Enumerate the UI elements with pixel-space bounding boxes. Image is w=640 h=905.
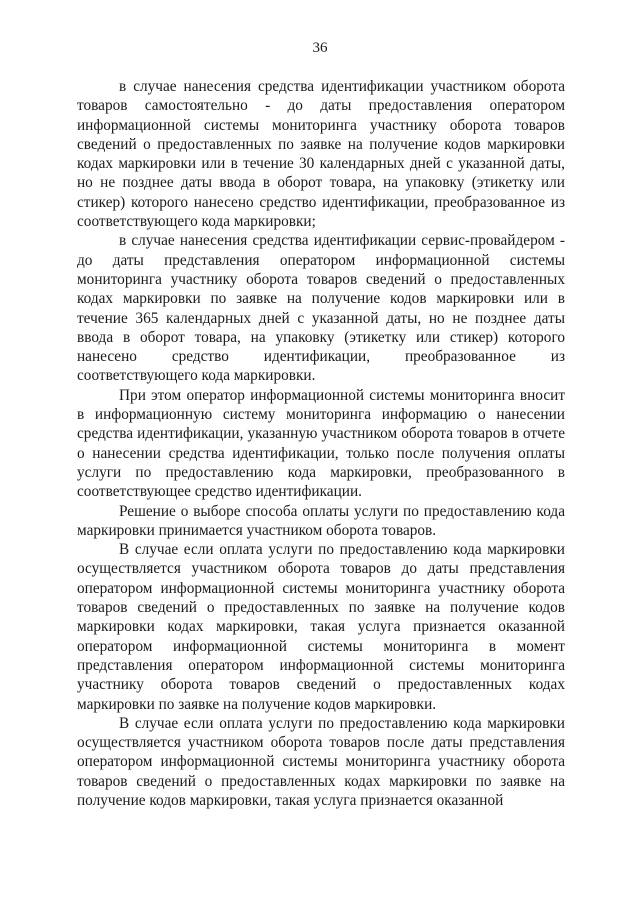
paragraph-6: В случае если оплата услуги по предоставлению кода маркировки осуществляется участником оборота товаров после даты представления оператором информационной системы мониторинга участнику оборота товаров сведений о предоставленных кодах маркировки по заявке на получение кодов маркировки, такая услуга признается оказанной: [77, 714, 565, 809]
body-text: [77, 77, 565, 810]
paragraph-4: Решение о выборе способа оплаты услуги по предоставлению кода маркировки принимается участником оборота товаров.: [77, 502, 565, 539]
paragraph-2: в случае нанесения средства идентификации сервис-провайдером - до даты представления оператором информационной системы мониторинга участнику оборота товаров сведений о предоставленных кодах маркировки по заявке на получение кодов маркировки или в течение 365 календарных дней с указанной даты, но не позднее даты ввода в оборот товара, на упаковку (этикетку или стикер) которого нанесено средство идентификации, преобразованное из соответствующего кода маркировки.: [77, 232, 565, 385]
paragraph-3: При этом оператор информационной системы мониторинга вносит в информационную систему мониторинга информацию о нанесении средства идентификации, указанную участником оборота товаров в отчете о нанесении средства идентификации, только после получения оплаты услуги по предоставлению кода маркировки, преобразованного в соответствующее средство идентификации.: [77, 386, 565, 501]
paragraph-5: В случае если оплата услуги по предоставлению кода маркировки осуществляется участником оборота товаров до даты представления оператором информационной системы мониторинга участнику оборота товаров сведений о предоставленных по заявке на получение кодов маркировки кодах маркировки, такая услуга признается оказанной оператором информационной системы мониторинга в момент представления оператором информационной системы мониторинга участнику оборота товаров сведений о предоставленных кодах маркировки по заявке на получение кодов маркировки.: [77, 541, 565, 713]
paragraph-1: в случае нанесения средства идентификации участником оборота товаров самостоятельно - до даты предоставления оператором информационной системы мониторинга участнику оборота товаров сведений о предоставленных по заявке на получение кодов маркировки кодах маркировки или в течение 30 календарных дней с указанной даты, но не позднее даты ввода в оборот товара, на упаковку (этикетку или стикер) которого нанесено средство идентификации, преобразованное из соответствующего кода маркировки;: [77, 78, 565, 231]
page-number: 36: [312, 40, 328, 56]
